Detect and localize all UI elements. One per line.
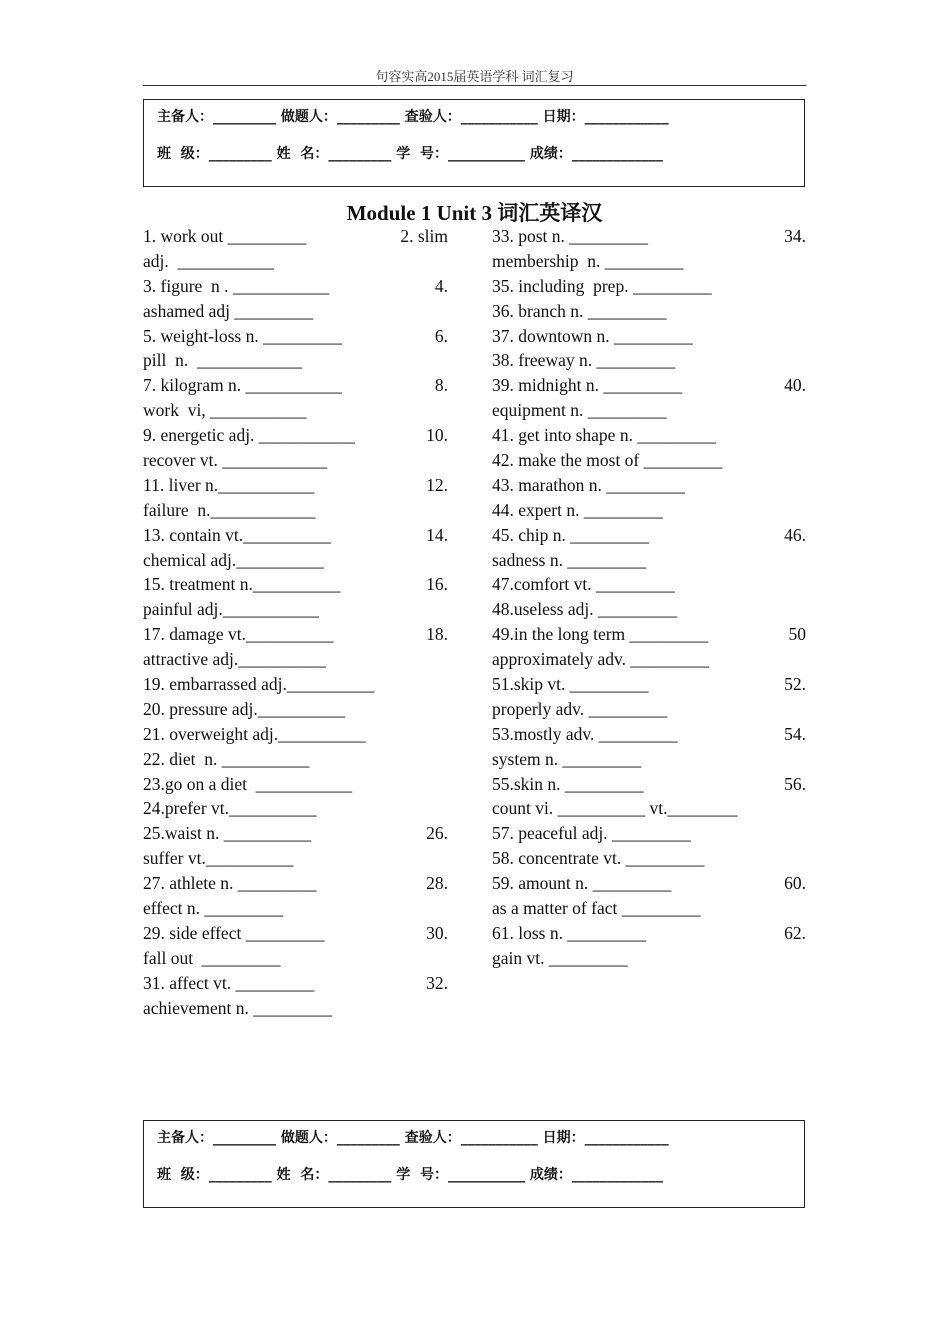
vocab-item-text: 17. damage vt.__________ [143,624,334,645]
vocab-line [143,523,448,548]
vocab-line [143,796,448,821]
vocab-item-number: 46. [784,524,806,545]
vocab-line [492,747,806,772]
vocab-line [492,722,806,747]
vocab-item-number: 26. [426,823,448,844]
vocab-item-text: 49.in the long term _________ [492,624,709,645]
vocab-item-text: count vi. __________ vt.________ [492,798,738,819]
vocab-line [143,772,448,797]
info-row-student: 班 级：_________ 姓 名：_________ 学 号：___________ 成绩：_____________ [157,1167,663,1183]
vocab-item-text: membership n. _________ [492,250,684,271]
vocab-line [492,548,806,573]
vocab-item-text: attractive adj.__________ [143,649,326,670]
vocab-item-text: 45. chip n. _________ [492,524,650,545]
vocab-line [143,697,448,722]
vocab-item-text: 13. contain vt.__________ [143,524,331,545]
vocab-line [143,946,448,971]
vocab-item-number: 10. [426,425,448,446]
vocab-item-number: 32. [426,972,448,993]
vocab-item-text: 29. side effect _________ [143,922,325,943]
vocab-line [143,622,448,647]
vocab-item-text: 43. marathon n. _________ [492,474,685,495]
vocab-line [143,921,448,946]
vocab-column-left [143,224,448,1021]
vocab-line [492,622,806,647]
vocab-item-text: painful adj.___________ [143,599,319,620]
vocab-line [492,473,806,498]
vocab-line [143,971,448,996]
vocab-item-number: 62. [784,922,806,943]
vocab-line [143,299,448,324]
vocab-item-text: 3. figure n . ___________ [143,275,330,296]
vocab-line [143,647,448,672]
vocab-line [492,299,806,324]
vocab-item-text: 33. post n. _________ [492,226,649,246]
vocab-item-text: 11. liver n.___________ [143,474,315,495]
vocab-line [492,523,806,548]
vocab-item-text: gain vt. _________ [492,947,628,968]
vocab-item-text: as a matter of fact _________ [492,898,701,919]
vocab-line [143,896,448,921]
vocab-item-text: 1. work out _________ [143,226,307,246]
vocab-item-number: 6. [434,325,448,346]
vocab-line [143,324,448,349]
vocab-item-number: 30. [426,922,448,943]
vocab-line [492,896,806,921]
vocab-line [143,473,448,498]
vocab-item-number: 56. [784,773,806,794]
vocab-line [492,697,806,722]
vocab-line [143,398,448,423]
vocab-item-text: adj. ___________ [143,250,274,271]
vocab-line [492,324,806,349]
vocab-item-text: failure n.____________ [143,499,316,520]
info-row-preparers: 主备人：_________ 做题人：_________ 查验人：___________ 日期：____________ [157,1130,669,1146]
vocab-line [492,373,806,398]
vocab-line [143,572,448,597]
vocab-item-text: 23.go on a diet ___________ [143,773,353,794]
vocab-line [143,821,448,846]
vocab-line [143,373,448,398]
vocab-line [492,772,806,797]
vocab-line [492,796,806,821]
header-divider [143,85,806,86]
page-title: Module 1 Unit 3 词汇英译汉 [346,201,603,225]
vocab-item-text: 25.waist n. __________ [143,823,312,844]
vocab-line [143,423,448,448]
vocab-item-number: 14. [426,524,448,545]
vocab-item-text: 20. pressure adj.__________ [143,698,346,719]
vocab-item-text: ashamed adj _________ [143,300,314,321]
vocab-item-text: 39. midnight n. _________ [492,375,683,396]
vocab-item-number: 4. [434,275,448,296]
vocab-item-text: 9. energetic adj. ___________ [143,425,356,446]
vocab-item-text: chemical adj.__________ [143,549,324,570]
vocab-line [492,647,806,672]
vocab-item-number: 60. [784,873,806,894]
vocab-line [492,498,806,523]
vocab-item-text: 47.comfort vt. _________ [492,574,675,595]
vocab-line [492,946,806,971]
vocab-item-text: 55.skin n. _________ [492,773,644,794]
vocab-item-number: 18. [426,624,448,645]
vocab-item-text: work vi, ___________ [143,400,307,421]
vocab-line [143,747,448,772]
vocab-item-text: 31. affect vt. _________ [143,972,315,993]
vocab-item-number: 2. slim [400,226,448,246]
vocab-item-text: pill n. ____________ [143,350,302,371]
vocab-item-number: 28. [426,873,448,894]
vocab-line [492,597,806,622]
vocab-line [143,672,448,697]
vocab-line [143,722,448,747]
vocab-line [143,597,448,622]
vocab-item-text: 5. weight-loss n. _________ [143,325,342,346]
vocab-item-text: 35. including prep. _________ [492,275,712,296]
vocab-item-text: sadness n. _________ [492,549,647,570]
vocab-item-text: 7. kilogram n. ___________ [143,375,342,396]
vocab-item-number: 12. [426,474,448,495]
vocab-item-text: 24.prefer vt.__________ [143,798,317,819]
vocab-line [492,348,806,373]
vocab-item-text: 42. make the most of _________ [492,450,723,471]
vocab-item-text: 61. loss n. _________ [492,922,647,943]
vocab-item-number: 54. [784,723,806,744]
info-row-student: 班 级：_________ 姓 名：_________ 学 号：___________ 成绩：_____________ [157,146,663,162]
vocab-item-number: 34. [784,226,806,246]
vocab-item-text: suffer vt.__________ [143,848,294,869]
vocab-line [492,398,806,423]
vocab-line [492,871,806,896]
vocab-line [143,249,448,274]
vocab-item-number: 40. [784,375,806,396]
vocab-item-number: 50 [788,624,806,645]
vocab-line [143,224,448,249]
vocab-item-text: properly adv. _________ [492,698,668,719]
vocab-item-text: 37. downtown n. _________ [492,325,693,346]
vocab-line [492,921,806,946]
vocab-item-text: 27. athlete n. _________ [143,873,317,894]
vocab-item-text: 57. peaceful adj. _________ [492,823,691,844]
page-header: 句容实高2015届英语学科 词汇复习 [375,69,574,84]
vocab-line [492,448,806,473]
vocab-item-text: system n. _________ [492,748,642,769]
vocab-item-text: 48.useless adj. _________ [492,599,677,620]
vocab-item-text: 53.mostly adv. _________ [492,723,678,744]
vocab-line [143,498,448,523]
vocab-item-text: 44. expert n. _________ [492,499,663,520]
vocab-item-text: 19. embarrassed adj.__________ [143,674,375,695]
vocab-item-text: approximately adv. _________ [492,649,710,670]
vocab-line [492,846,806,871]
vocab-item-text: 51.skip vt. _________ [492,674,649,695]
vocab-item-number: 8. [434,375,448,396]
vocab-item-text: 15. treatment n.__________ [143,574,341,595]
vocab-line [143,348,448,373]
info-box-top [143,99,805,187]
vocab-item-text: 22. diet n. __________ [143,748,310,769]
vocab-item-number: 52. [784,674,806,695]
info-row-preparers: 主备人：_________ 做题人：_________ 查验人：___________ 日期：____________ [157,109,669,125]
vocab-item-text: 41. get into shape n. _________ [492,425,717,446]
vocab-item-text: equipment n. _________ [492,400,667,421]
vocab-line [492,423,806,448]
vocab-item-text: 59. amount n. _________ [492,873,672,894]
vocab-item-text: recover vt. ____________ [143,450,328,471]
vocab-line [492,672,806,697]
vocab-item-text: 36. branch n. _________ [492,300,667,321]
vocab-item-number: 16. [426,574,448,595]
vocab-line [143,996,448,1021]
vocab-line [492,572,806,597]
vocab-item-text: 21. overweight adj.__________ [143,723,366,744]
vocab-item-text: effect n. _________ [143,898,284,919]
vocab-item-text: achievement n. _________ [143,997,333,1018]
vocab-line [143,548,448,573]
vocab-item-text: 38. freeway n. _________ [492,350,676,371]
vocab-line [492,224,806,249]
vocab-line [143,871,448,896]
vocab-line [492,274,806,299]
vocab-line [143,846,448,871]
vocab-column-right [492,224,806,971]
info-box-bottom [143,1120,805,1208]
vocab-line [492,249,806,274]
vocab-item-text: 58. concentrate vt. _________ [492,848,705,869]
vocab-item-text: fall out _________ [143,947,281,968]
vocab-line [143,274,448,299]
vocab-line [143,448,448,473]
vocab-line [492,821,806,846]
